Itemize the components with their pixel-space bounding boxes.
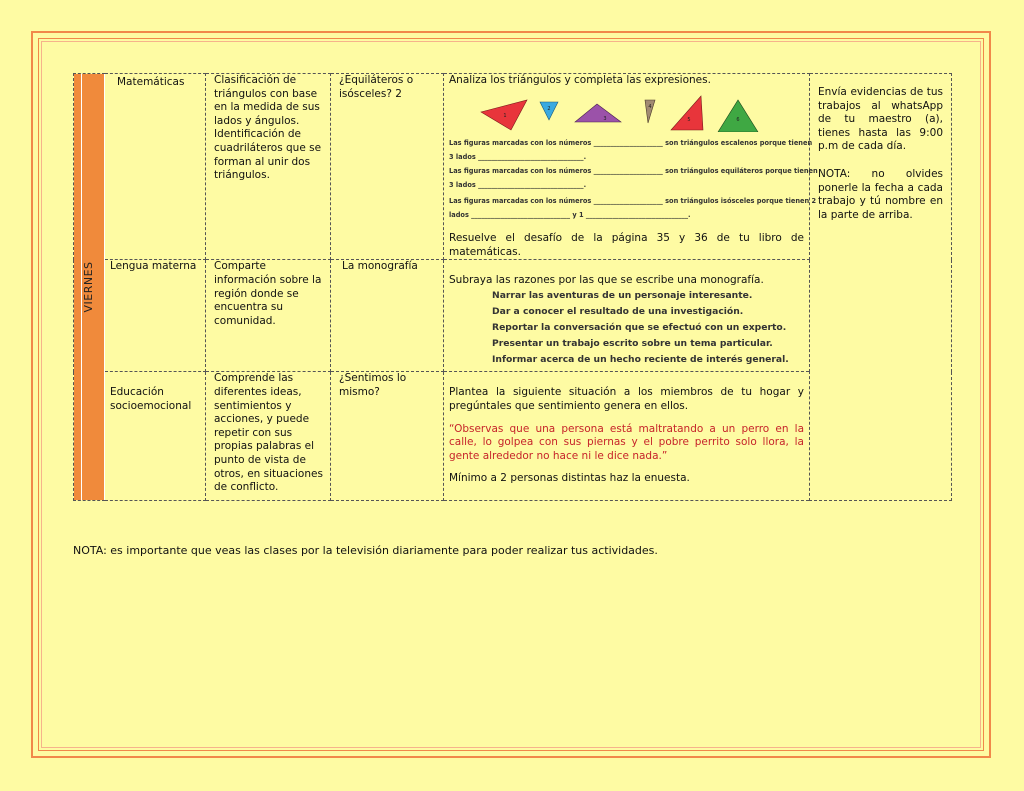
list-item: Dar a conocer el resultado de una investigación.: [492, 305, 744, 317]
list-item: Informar acerca de un hecho reciente de interés general.: [492, 353, 789, 365]
triangle-4-number: 4: [648, 103, 652, 110]
side-note-cell: [810, 74, 952, 501]
lesson-plan-table: [73, 73, 952, 501]
triangle-3-icon: [575, 104, 621, 122]
activity-intro: Analiza los triángulos y completa las expresiones.: [449, 74, 711, 86]
learning-cell: Comprende las diferentes ideas, sentimientos y acciones, y puede repetir con sus propias palabras el punto de vista de otros, en situaciones de conflicto.: [206, 372, 331, 501]
evidence-note: Envía evidencias de tus trabajos al whatsApp de tu maestro (a), tienes hasta las 9:00 p.m de cada día.: [818, 86, 943, 153]
list-item: Narrar las aventuras de un personaje interesante.: [492, 289, 753, 301]
triangles-figure: [449, 90, 805, 132]
activity-cell: [444, 372, 810, 501]
date-name-note: NOTA: no olvides ponerle la fecha a cada trabajo y tú nombre en la parte de arriba.: [818, 167, 943, 221]
triangle-5-number: 5: [687, 116, 691, 123]
triangle-6-shape: [718, 100, 758, 132]
situation-quote: “Observas que una persona está maltratando a un perro en la calle, lo golpea con sus piernas y el pobre perrito solo llora, la gente alrededor no hace ni le dice nada.”: [449, 422, 804, 462]
activity-outro: Resuelve el desafío de la página 35 y 36 de tu libro de matemáticas.: [449, 232, 804, 258]
bottom-note: NOTA: es importante que veas las clases por la televisión diariamente para poder realizar tus actividades.: [73, 544, 658, 557]
list-item: Reportar la conversación que se efectuó con un experto.: [492, 321, 787, 333]
fill-line: Las figuras marcadas con los números _____________________ son triángulos isósceles porque tienen 2: [449, 197, 817, 206]
learning-cell: Comparte información sobre la región donde se encuentra su comunidad.: [206, 260, 331, 372]
fill-line: Las figuras marcadas con los números _____________________ son triángulos escalenos porque tienen: [449, 139, 813, 148]
row-matematicas: [74, 74, 952, 260]
fill-line: 3 lados ________________________________.: [449, 181, 587, 190]
triangle-6-number: 6: [736, 116, 740, 123]
list-item: Presentar un trabajo escrito sobre un tema particular.: [492, 337, 773, 349]
triangle-6-icon: [718, 100, 758, 132]
topic-cell: ¿Equiláteros o isósceles? 2: [331, 74, 444, 260]
activity-intro: Subraya las razones por las que se escribe una monografía.: [449, 274, 764, 287]
learning-cell: Clasificación de triángulos con base en la medida de sus lados y ángulos. Identificación de cuadriláteros que se forman al unir dos triángulos.: [206, 74, 331, 260]
activity-intro: Plantea la siguiente situación a los miembros de tu hogar y pregúntales que sentimiento genera en ellos.: [449, 386, 804, 412]
activity-cell: [444, 260, 810, 372]
triangle-3-shape: [575, 104, 621, 122]
triangle-1-icon: [481, 100, 527, 130]
fill-line: Las figuras marcadas con los números _____________________ son triángulos equiláteros porque tienen: [449, 167, 818, 176]
subject-cell: Educación socioemocional: [105, 372, 206, 501]
triangle-1-number: 1: [503, 112, 507, 119]
fill-line: lados ______________________________ y 1 _______________________________.: [449, 211, 691, 220]
triangle-4-icon: [645, 100, 655, 123]
triangle-5-shape: [671, 96, 703, 130]
triangle-2-number: 2: [547, 105, 551, 112]
triangle-2-icon: [540, 102, 558, 120]
topic-cell: La monografía: [331, 260, 444, 372]
triangle-5-icon: [671, 96, 703, 130]
day-column: [74, 74, 105, 501]
activity-outro: Mínimo a 2 personas distintas haz la enuesta.: [449, 472, 690, 485]
activity-cell: [444, 74, 818, 260]
fill-line: 3 lados ________________________________.: [449, 153, 587, 162]
triangle-3-number: 3: [603, 115, 607, 122]
topic-cell: ¿Sentimos lo mismo?: [331, 372, 444, 501]
subject-cell: Lengua materna: [105, 260, 206, 372]
day-label: VIERNES: [82, 261, 96, 313]
subject-cell: Matemáticas: [105, 74, 206, 260]
